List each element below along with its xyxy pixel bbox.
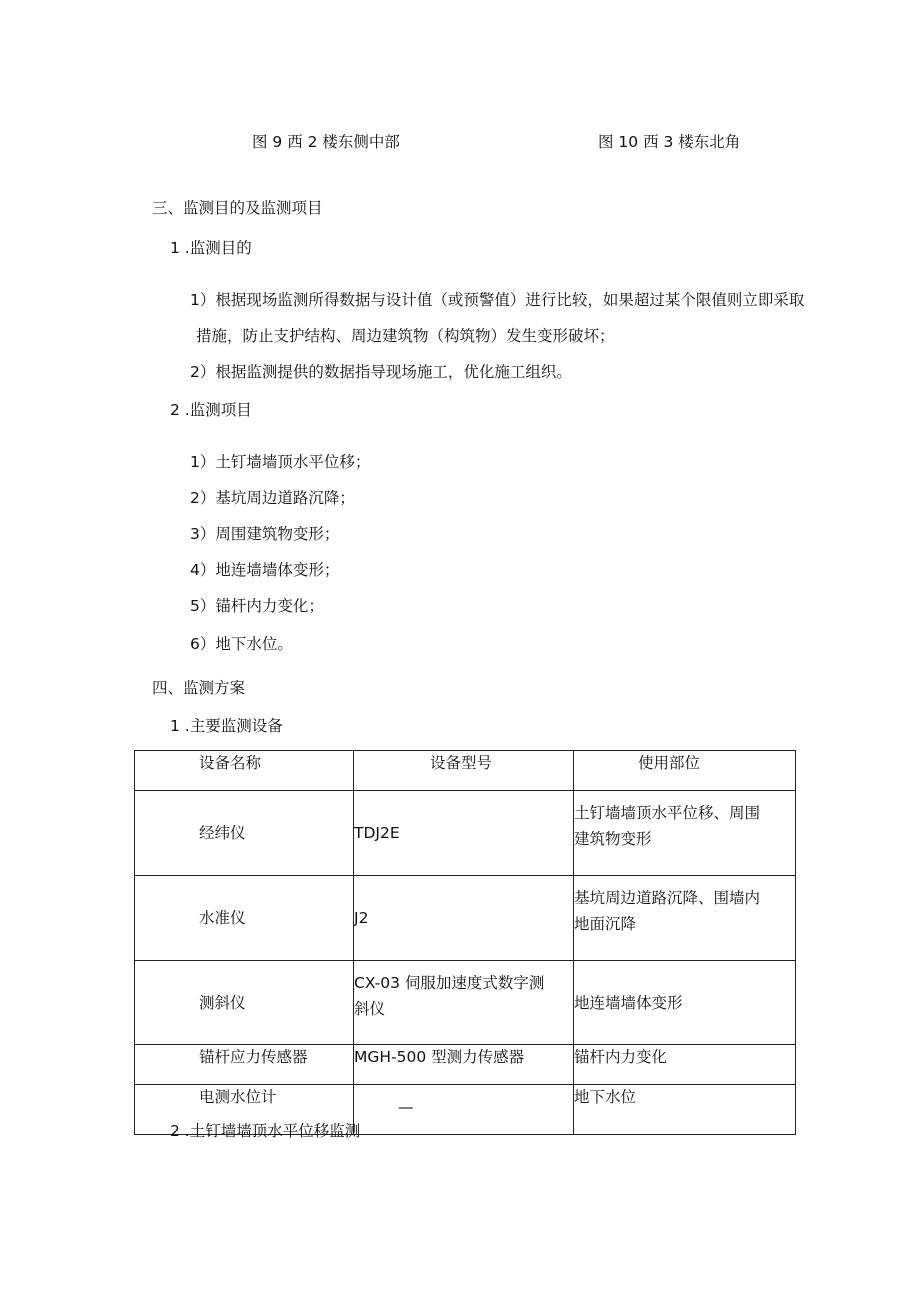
equipment-use-cell: 锚杆内力变化 bbox=[574, 1045, 796, 1085]
purpose-paragraph-1-line-2: 措施，防止支护结构、周边建筑物（构筑物）发生变形破坏； bbox=[196, 327, 615, 345]
table-row bbox=[135, 961, 796, 1045]
equipment-model-cell bbox=[354, 961, 574, 1045]
equipment-use-cell: 地下水位 bbox=[574, 1085, 796, 1135]
equipment-name-cell: 锚杆应力传感器 bbox=[135, 1045, 354, 1085]
equipment-use-cell bbox=[574, 876, 796, 961]
equipment-name-cell: 水准仪 bbox=[135, 876, 354, 961]
monitoring-item-1: 1）土钉墙墙顶水平位移； bbox=[190, 453, 371, 471]
use-line: 建筑物变形 bbox=[574, 830, 652, 848]
equipment-use-cell: 地连墙墙体变形 bbox=[574, 961, 796, 1045]
monitoring-item-5: 5）锚杆内力变化； bbox=[190, 597, 324, 615]
figure-caption-left: 图 9 西 2 楼东侧中部 bbox=[252, 133, 400, 151]
equipment-name-cell: 电测水位计 bbox=[135, 1085, 354, 1135]
table-row bbox=[135, 876, 796, 961]
section-heading-3: 三、监测目的及监测项目 bbox=[152, 199, 323, 217]
equipment-model-cell: — bbox=[354, 1085, 574, 1135]
equipment-model-cell: MGH-500 型测力传感器 bbox=[354, 1045, 574, 1085]
table-header-cell: 设备型号 bbox=[354, 751, 574, 791]
table-row bbox=[135, 791, 796, 876]
purpose-paragraph-1-line-1: 1）根据现场监测所得数据与设计值（或预警值）进行比较，如果超过某个限值则立即采取 bbox=[190, 291, 805, 309]
subsection-heading-items: 2 .监测项目 bbox=[170, 401, 252, 419]
figure-caption-right: 图 10 西 3 楼东北角 bbox=[598, 133, 741, 151]
equipment-name-cell: 经纬仪 bbox=[135, 791, 354, 876]
monitoring-item-2: 2）基坑周边道路沉降； bbox=[190, 489, 355, 507]
equipment-model-cell: J2 bbox=[354, 876, 574, 961]
use-line: 地面沉降 bbox=[574, 915, 637, 933]
model-line: CX-03 伺服加速度式数字测 bbox=[354, 974, 545, 992]
equipment-model-cell: TDJ2E bbox=[354, 791, 574, 876]
table-header-row bbox=[135, 751, 796, 791]
monitoring-item-3: 3）周围建筑物变形； bbox=[190, 525, 340, 543]
monitoring-item-6: 6）地下水位。 bbox=[190, 635, 293, 653]
purpose-paragraph-2: 2）根据监测提供的数据指导现场施工，优化施工组织。 bbox=[190, 363, 572, 381]
subsection-heading-displacement: 2 .土钉墙墙顶水平位移监测 bbox=[170, 1122, 361, 1140]
monitoring-item-4: 4）地连墙墙体变形； bbox=[190, 561, 340, 579]
equipment-table bbox=[134, 750, 796, 1135]
subsection-heading-purpose: 1 .监测目的 bbox=[170, 239, 252, 257]
section-heading-4: 四、监测方案 bbox=[152, 679, 246, 697]
table-row bbox=[135, 1045, 796, 1085]
subsection-heading-equipment: 1 .主要监测设备 bbox=[170, 717, 283, 735]
table-header-cell: 使用部位 bbox=[574, 751, 796, 791]
equipment-name-cell: 测斜仪 bbox=[135, 961, 354, 1045]
use-line: 基坑周边道路沉降、围墙内 bbox=[574, 889, 761, 907]
use-line: 土钉墙墙顶水平位移、周围 bbox=[574, 804, 761, 822]
model-line: 斜仪 bbox=[354, 1000, 386, 1018]
equipment-use-cell bbox=[574, 791, 796, 876]
table-header-cell: 设备名称 bbox=[135, 751, 354, 791]
